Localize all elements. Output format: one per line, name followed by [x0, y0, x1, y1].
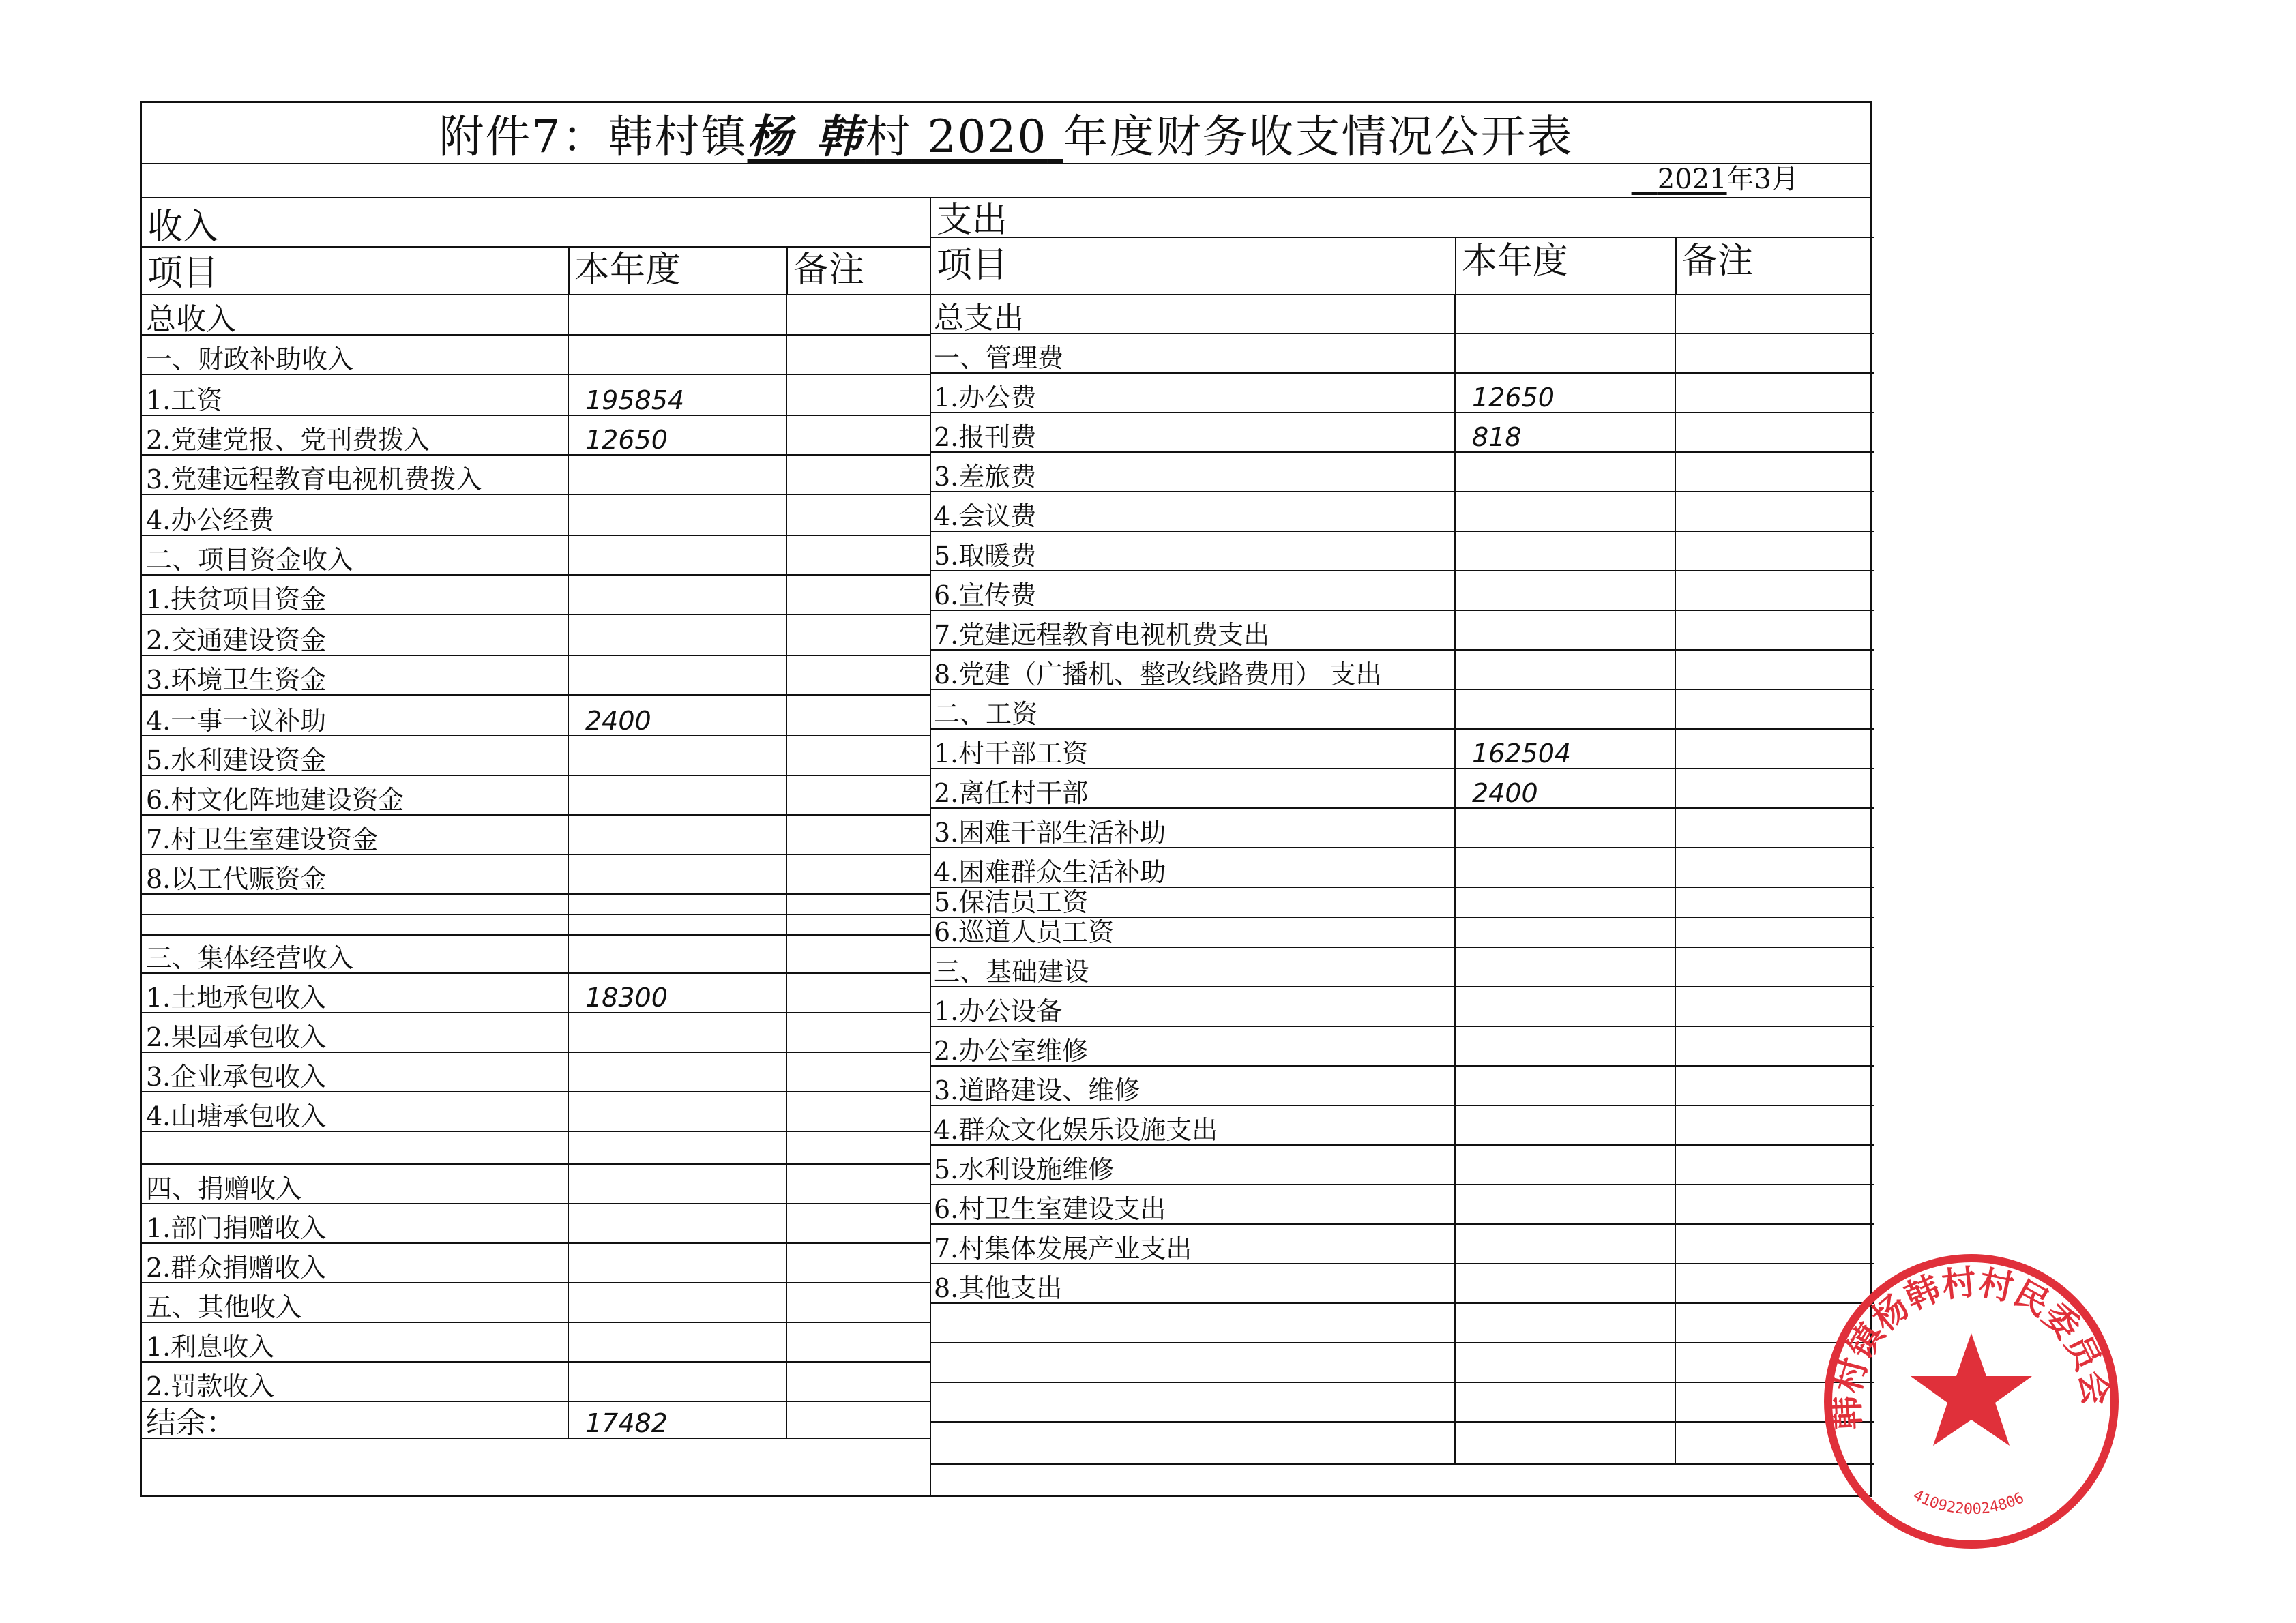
expense-row	[930, 413, 1874, 452]
expense-amount	[1455, 295, 1675, 333]
income-amount	[568, 575, 786, 614]
income-header-divider-2	[786, 246, 788, 294]
expense-item-label	[930, 1422, 1455, 1464]
income-note	[786, 1322, 930, 1362]
income-row	[142, 1013, 930, 1052]
income-row	[142, 736, 930, 775]
expense-row	[930, 947, 1874, 987]
seal-number	[1910, 1487, 2027, 1518]
expense-row	[930, 610, 1874, 650]
expense-amount	[1455, 1224, 1675, 1264]
income-row	[142, 695, 930, 736]
expense-item-label: 8.党建（广播机、整改线路费用） 支出	[930, 650, 1455, 689]
income-row	[142, 335, 930, 374]
income-amount	[568, 935, 786, 973]
title-village-suffix: 村	[865, 110, 912, 163]
expense-row	[930, 689, 1874, 729]
income-row	[142, 455, 930, 494]
expense-item-label: 4.困难群众生活补助	[930, 848, 1455, 887]
expense-row	[930, 492, 1874, 531]
expense-header-amount: 本年度	[1462, 241, 1569, 282]
income-item-label: 2.党建党报、党刊费拨入	[142, 415, 568, 455]
seal-text-path: 韩村镇杨韩村村民委员会	[1826, 1261, 2117, 1431]
expense-item-label: 7.村集体发展产业支出	[930, 1224, 1455, 1264]
income-row	[142, 1131, 930, 1164]
income-item-label: 8.以工代赈资金	[142, 854, 568, 894]
income-note	[786, 914, 930, 935]
expense-header-divider-2	[1675, 237, 1677, 294]
income-row	[142, 775, 930, 815]
income-item-label: 1.工资	[142, 374, 568, 415]
expense-row	[930, 1343, 1874, 1382]
expense-amount	[1455, 947, 1675, 987]
income-item-label: 一、财政补助收入	[142, 335, 568, 374]
income-item-label: 1.土地承包收入	[142, 973, 568, 1013]
expense-note	[1675, 887, 1874, 917]
income-note	[786, 295, 930, 335]
income-row	[142, 575, 930, 614]
expense-header-item: 项目	[937, 245, 1008, 286]
expense-item-label: 4.群众文化娱乐设施支出	[930, 1105, 1455, 1145]
expense-item-label: 1.村干部工资	[930, 729, 1455, 769]
expense-amount	[1455, 1264, 1675, 1303]
seal-star-icon	[1911, 1333, 2032, 1446]
expense-note	[1675, 808, 1874, 848]
expense-amount	[1455, 1382, 1675, 1422]
income-note	[786, 1052, 930, 1092]
income-amount	[568, 1131, 786, 1164]
income-amount: 17482	[568, 1401, 786, 1438]
expense-note	[1675, 729, 1874, 769]
finance-sheet	[140, 101, 1872, 1497]
expense-note	[1675, 1066, 1874, 1105]
income-amount: 18300	[568, 973, 786, 1013]
expense-row	[930, 333, 1874, 373]
income-row	[142, 894, 930, 914]
expense-item-label	[930, 1343, 1455, 1382]
income-amount	[568, 1204, 786, 1243]
income-note	[786, 1283, 930, 1322]
income-row	[142, 1322, 930, 1362]
expense-amount	[1455, 1105, 1675, 1145]
income-amount	[568, 535, 786, 575]
income-note	[786, 535, 930, 575]
income-header-item: 项目	[147, 253, 219, 294]
expense-row	[930, 1105, 1874, 1145]
expense-row	[930, 729, 1874, 769]
income-item-label: 总收入	[142, 295, 568, 335]
expense-item-label: 1.办公设备	[930, 987, 1455, 1026]
expense-row	[930, 1422, 1874, 1464]
income-note	[786, 1362, 930, 1401]
income-section-rule	[142, 246, 930, 248]
expense-row	[930, 1382, 1874, 1422]
expense-item-label: 二、工资	[930, 689, 1455, 729]
expense-amount	[1455, 333, 1675, 373]
income-note	[786, 1092, 930, 1131]
income-item-label: 5.水利建设资金	[142, 736, 568, 775]
expense-row	[930, 808, 1874, 848]
expense-item-label: 2.报刊费	[930, 413, 1455, 452]
expense-amount	[1455, 917, 1675, 947]
page-title	[142, 103, 1870, 163]
expense-row	[930, 571, 1874, 610]
official-red-seal	[1811, 1241, 2132, 1562]
income-row	[142, 914, 930, 935]
expense-note	[1675, 452, 1874, 492]
expense-row	[930, 1145, 1874, 1185]
income-item-label: 1.扶贫项目资金	[142, 575, 568, 614]
expense-table	[930, 295, 1874, 1465]
income-note	[786, 1401, 930, 1438]
income-item-label: 7.村卫生室建设资金	[142, 815, 568, 854]
income-row	[142, 374, 930, 415]
expense-amount	[1455, 650, 1675, 689]
expense-section-title: 支出	[937, 200, 1008, 241]
expense-note	[1675, 848, 1874, 887]
expense-amount	[1455, 887, 1675, 917]
expense-note	[1675, 1185, 1874, 1224]
expense-row	[930, 295, 1874, 333]
expense-note	[1675, 295, 1874, 333]
income-note	[786, 854, 930, 894]
income-row	[142, 655, 930, 695]
income-note	[786, 695, 930, 736]
expense-note	[1675, 413, 1874, 452]
income-note	[786, 494, 930, 535]
income-note	[786, 1164, 930, 1204]
expense-note	[1675, 373, 1874, 413]
expense-note	[1675, 333, 1874, 373]
expense-item-label: 6.巡道人员工资	[930, 917, 1455, 947]
village-name-handwritten: 杨 韩	[747, 110, 866, 163]
expense-item-label: 7.党建远程教育电视机费支出	[930, 610, 1455, 650]
income-amount	[568, 894, 786, 914]
expense-note	[1675, 769, 1874, 808]
expense-item-label: 8.其他支出	[930, 1264, 1455, 1303]
expense-amount	[1455, 1303, 1675, 1343]
expense-row	[930, 1026, 1874, 1066]
income-note	[786, 815, 930, 854]
income-header-note: 备注	[793, 250, 865, 291]
income-note	[786, 736, 930, 775]
income-section-title: 收入	[147, 207, 219, 248]
income-row	[142, 1401, 930, 1438]
income-amount	[568, 455, 786, 494]
expense-item-label: 6.宣传费	[930, 571, 1455, 610]
expense-amount	[1455, 531, 1675, 571]
income-row	[142, 1052, 930, 1092]
income-amount	[568, 914, 786, 935]
income-amount	[568, 655, 786, 695]
title-year: 2020	[927, 110, 1048, 163]
expense-row	[930, 887, 1874, 917]
income-row	[142, 614, 930, 655]
income-amount	[568, 335, 786, 374]
expense-header-divider-1	[1455, 237, 1456, 294]
income-row	[142, 1362, 930, 1401]
expense-note	[1675, 650, 1874, 689]
expense-amount	[1455, 492, 1675, 531]
expense-item-label: 2.离任村干部	[930, 769, 1455, 808]
expense-row	[930, 650, 1874, 689]
expense-amount: 12650	[1455, 373, 1675, 413]
income-item-label: 2.果园承包收入	[142, 1013, 568, 1052]
income-item-label: 2.罚款收入	[142, 1362, 568, 1401]
expense-row	[930, 987, 1874, 1026]
income-amount	[568, 1322, 786, 1362]
expense-item-label: 3.困难干部生活补助	[930, 808, 1455, 848]
income-amount	[568, 1052, 786, 1092]
income-item-label: 4.办公经费	[142, 494, 568, 535]
income-amount: 2400	[568, 695, 786, 736]
income-amount	[568, 295, 786, 335]
expense-note	[1675, 987, 1874, 1026]
income-amount: 12650	[568, 415, 786, 455]
expense-amount	[1455, 1185, 1675, 1224]
expense-amount	[1455, 1422, 1675, 1464]
income-item-label: 6.村文化阵地建设资金	[142, 775, 568, 815]
expense-row	[930, 452, 1874, 492]
income-amount	[568, 1243, 786, 1283]
report-date-rest: 年3月	[1726, 164, 1799, 195]
expense-item-label: 2.办公室维修	[930, 1026, 1455, 1066]
income-amount	[568, 1362, 786, 1401]
income-item-label	[142, 914, 568, 935]
income-amount	[568, 1092, 786, 1131]
expense-note	[1675, 531, 1874, 571]
income-note	[786, 335, 930, 374]
income-row	[142, 935, 930, 973]
income-row	[142, 535, 930, 575]
income-row	[142, 1283, 930, 1322]
income-item-label	[142, 1131, 568, 1164]
income-note	[786, 894, 930, 914]
income-note	[786, 1243, 930, 1283]
income-item-label: 结余：	[142, 1401, 568, 1438]
expense-item-label: 5.取暖费	[930, 531, 1455, 571]
expense-row	[930, 373, 1874, 413]
income-header-amount: 本年度	[574, 250, 681, 291]
expense-note	[1675, 1145, 1874, 1185]
expense-item-label: 1.办公费	[930, 373, 1455, 413]
income-amount	[568, 1013, 786, 1052]
expense-row	[930, 848, 1874, 887]
income-note	[786, 1131, 930, 1164]
income-item-label: 1.部门捐赠收入	[142, 1204, 568, 1243]
expense-note	[1675, 689, 1874, 729]
expense-item-label: 总支出	[930, 295, 1455, 333]
income-note	[786, 575, 930, 614]
expense-row	[930, 1066, 1874, 1105]
expense-row	[930, 1303, 1874, 1343]
income-amount: 195854	[568, 374, 786, 415]
income-row	[142, 1164, 930, 1204]
expense-item-label: 三、基础建设	[930, 947, 1455, 987]
income-item-label: 1.利息收入	[142, 1322, 568, 1362]
expense-amount	[1455, 571, 1675, 610]
income-row	[142, 973, 930, 1013]
rule-under-title	[142, 163, 1870, 164]
expense-header-note: 备注	[1682, 241, 1754, 282]
expense-item-label: 一、管理费	[930, 333, 1455, 373]
income-note	[786, 614, 930, 655]
income-row	[142, 854, 930, 894]
income-item-label: 3.环境卫生资金	[142, 655, 568, 695]
expense-row	[930, 1264, 1874, 1303]
expense-amount	[1455, 1066, 1675, 1105]
income-amount	[568, 815, 786, 854]
income-item-label: 4.一事一议补助	[142, 695, 568, 736]
expense-row	[930, 917, 1874, 947]
income-row	[142, 415, 930, 455]
expense-item-label	[930, 1303, 1455, 1343]
report-date-year: 2021	[1657, 164, 1727, 195]
income-header-divider-1	[568, 246, 570, 294]
expense-row	[930, 1185, 1874, 1224]
expense-amount: 162504	[1455, 729, 1675, 769]
income-amount	[568, 775, 786, 815]
expense-amount	[1455, 452, 1675, 492]
expense-amount	[1455, 689, 1675, 729]
expense-amount	[1455, 987, 1675, 1026]
expense-note	[1675, 1105, 1874, 1145]
income-item-label: 2.群众捐赠收入	[142, 1243, 568, 1283]
expense-amount	[1455, 1145, 1675, 1185]
expense-amount	[1455, 610, 1675, 650]
title-rest: 年度财务收支情况公开表	[1063, 110, 1574, 163]
income-amount	[568, 614, 786, 655]
expense-item-label: 5.水利设施维修	[930, 1145, 1455, 1185]
expense-section-rule	[930, 237, 1874, 238]
income-row	[142, 295, 930, 335]
income-note	[786, 1013, 930, 1052]
expense-item-label: 4.会议费	[930, 492, 1455, 531]
expense-item-label: 6.村卫生室建设支出	[930, 1185, 1455, 1224]
income-row	[142, 815, 930, 854]
expense-amount	[1455, 1026, 1675, 1066]
income-row	[142, 494, 930, 535]
expense-amount: 2400	[1455, 769, 1675, 808]
income-table	[142, 295, 930, 1439]
expense-row	[930, 531, 1874, 571]
income-item-label: 五、其他收入	[142, 1283, 568, 1322]
expense-note	[1675, 492, 1874, 531]
income-item-label: 3.党建远程教育电视机费拨入	[142, 455, 568, 494]
report-date	[1632, 162, 1799, 197]
income-amount	[568, 494, 786, 535]
income-row	[142, 1092, 930, 1131]
income-amount	[568, 1283, 786, 1322]
income-note	[786, 374, 930, 415]
expense-amount	[1455, 808, 1675, 848]
expense-item-label: 5.保洁员工资	[930, 887, 1455, 917]
expense-note	[1675, 1026, 1874, 1066]
income-note	[786, 655, 930, 695]
income-item-label: 三、集体经营收入	[142, 935, 568, 973]
income-row	[142, 1243, 930, 1283]
expense-note	[1675, 947, 1874, 987]
income-note	[786, 1204, 930, 1243]
income-amount	[568, 736, 786, 775]
expense-note	[1675, 917, 1874, 947]
expense-note	[1675, 571, 1874, 610]
title-prefix: 附件7：韩村镇	[439, 110, 748, 163]
income-note	[786, 935, 930, 973]
seal-number-path: 4109220024806	[1910, 1487, 2027, 1519]
expense-item-label: 3.差旅费	[930, 452, 1455, 492]
expense-item-label: 3.道路建设、维修	[930, 1066, 1455, 1105]
expense-row	[930, 769, 1874, 808]
income-item-label	[142, 894, 568, 914]
income-row	[142, 1204, 930, 1243]
income-amount	[568, 1164, 786, 1204]
rule-under-date	[142, 197, 1870, 198]
income-item-label: 二、项目资金收入	[142, 535, 568, 575]
expense-row	[930, 1224, 1874, 1264]
expense-amount: 818	[1455, 413, 1675, 452]
expense-amount	[1455, 848, 1675, 887]
income-amount	[568, 854, 786, 894]
expense-amount	[1455, 1343, 1675, 1382]
income-note	[786, 973, 930, 1013]
income-note	[786, 455, 930, 494]
income-item-label: 4.山塘承包收入	[142, 1092, 568, 1131]
expense-note	[1675, 610, 1874, 650]
income-item-label: 四、捐赠收入	[142, 1164, 568, 1204]
income-item-label: 2.交通建设资金	[142, 614, 568, 655]
income-note	[786, 775, 930, 815]
income-note	[786, 415, 930, 455]
income-item-label: 3.企业承包收入	[142, 1052, 568, 1092]
expense-item-label	[930, 1382, 1455, 1422]
